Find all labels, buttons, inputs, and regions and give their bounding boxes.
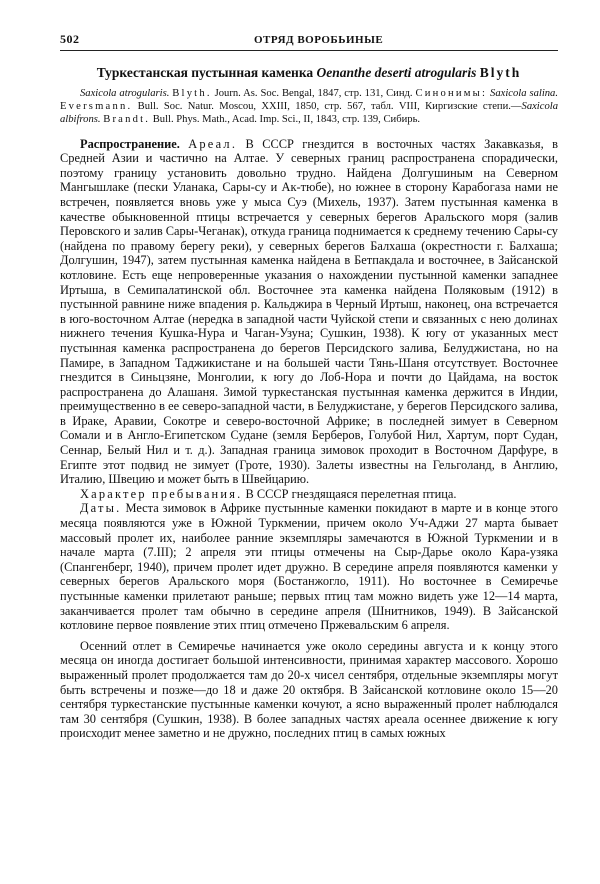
- synonym-3: Saxicola albifrons.: [60, 101, 558, 126]
- residence-text: В СССР гнездящаяся перелетная птица.: [245, 486, 457, 501]
- species-name-latin: Oenanthe deserti atrogularis: [316, 65, 477, 80]
- distribution-heading: Распространение.: [80, 136, 180, 151]
- page-header: [60, 32, 558, 51]
- residence-paragraph: [60, 487, 558, 502]
- area-label: Ареал.: [188, 136, 238, 151]
- distribution-paragraph: [60, 137, 558, 487]
- synonym-2-ref: Bull. Soc. Natur. Moscou, XXIII, 1850, стр. 567, табл. VIII, Киргизские степи.—: [137, 101, 522, 113]
- synonym-1-author: Blyth.: [172, 88, 212, 99]
- synonym-2-author: Eversmann.: [60, 101, 133, 113]
- dates-text: Места зимовок в Африке пустынные каменки покидают в марте и в конце этого месяца появляются уже в Южной Туркмении, причем около Уч-Аджи 27 марта бывает массовый пролет их, наиболее ранние экземпляры замечаются в Южной Туркмении и в начале марта (7.III); 2 апреля эти птицы отмечены на Сыр-Дарье около Кара-узяка (Спангенберг, 1940), причем пролет идет дружно. В середине апреля появляются каменки у северных берегов Аральского моря (Бостанжогло, 1911). Но восточнее в Семиречье пустынные каменки прилетают раньше; первых птиц там можно видеть уже 12—14 марта, заканчивается пролет там обычно в середине апреля (Шнитников, 1949). В Зайсанской котловине первое появление этих птиц отмечено Пржевальским 6 апреля.: [60, 501, 558, 633]
- autumn-text: Осенний отлет в Семиречье начинается уже около середины августа и к концу этого месяца он иногда достигает большой интенсивности, принимая характер массового. Хорошо выраженный пролет продолжается там до 20-х чисел сентября, отдельные экземпляры могут быть встречены и позже—до 18 и даже 20 октября. В Зайсанской котловине около 15—20 сентября туркестанские пустынные каменки кочуют, а ясно выраженный пролет наблюдался там 30 сентября (Сушкин, 1938). В более западных частях ареала осеннее движение к югу происходит менее заметно и не дружно, последних птиц в самых южных: [60, 638, 558, 741]
- distribution-text: В СССР гнездится в восточных частях Закавказья, в Средней Азии и частично на Алтае. У северных границ распространена спорадически, поэтому границу установить довольно трудно. Найдена Долгушиным на Северном Мангышлаке (пески Уланака, Сары-су и Ак-тюбе), но южнее в сторону Карабогаза нами не встречен, появляется вновь уже у мыса Суэ (Михель, 1937). Затем пустынная каменка в качестве обыкновенной птицы встречается у северных берегов Аральского моря (залив Перовского и залив Сары-Чеганак), откуда граница поднимается к среднему течению Сары-су (найдена по правому берегу реки), у северных берегов Балхаша (окрестности г. Балхаша; Долгушин, 1947), затем пустынная каменка найдена в Бетпакдала и восточнее, в Зайсанской котловине. Есть еще непроверенные указания о нахождении пустынной каменки западнее Иртыша, в Семипалатинской обл. Восточнее эта каменка найдена Поляковым (1912) в пустынной равнине ниже впадения р. Кальджира в Черный Иртыш, наконец, она встречается в юго-восточном Алтае (нередка в западной части Чуйской степи и связанных с нею долинах нижнего течения Кушка-Нура и Чаган-Узуна; Сушкин, 1938). К югу от указанных мест пустынная каменка распространена до берегов Персидского залива, Белуджистана, но на Памире, в Западном Таджикистане и на большей части Тянь-Шаня отсутствует. Восточнее гнездится в Синьцзяне, Монголии, к югу до Лоб-Нора и почти до Цайдама, на восток распространена до Алашаня. Зимой туркестанская пустынная каменка держится в Индии, преимущественно в ее северо-западной части, в Белуджистане, у берегов Персидского залива, в Ираке, Аравии, Сокотре и северо-восточной Африке; в последней зимует в Северном Сомали и в Англо-Египетском Судане (земля Берберов, Голубой Нил, Хартум, порт Судан, Сеннар, Белый Нил и т. д.). Западная граница зимовок проходит в Восточном Дарфуре, в Египте этот подвид не зимует (Гроте, 1930). Залеты известны на Гельголанд, в Англию, Италию, Швецию и может быть в Швейцарию.: [60, 136, 558, 487]
- synonym-3-author: Brandt.: [103, 114, 151, 126]
- synonym-2: Saxicola salina.: [490, 88, 558, 99]
- dates-paragraph: [60, 501, 558, 632]
- dates-label: Даты.: [80, 501, 122, 516]
- species-author: Blyth: [479, 65, 522, 80]
- running-title: ОТРЯД ВОРОБЬИНЫЕ: [254, 34, 384, 46]
- synonyms-label: Синонимы:: [415, 88, 488, 99]
- page-number: 502: [60, 32, 80, 46]
- synonym-1: Saxicola atrogularis.: [80, 88, 170, 99]
- autumn-paragraph: [60, 639, 558, 741]
- species-name-russian: Туркестанская пустынная каменка: [96, 65, 314, 80]
- synonymy-block: [60, 87, 558, 127]
- species-title: [60, 65, 558, 81]
- synonym-1-ref: Journ. As. Soc. Bengal, 1847, стр. 131, Синд.: [214, 88, 413, 99]
- residence-label: Характер пребывания.: [80, 486, 243, 501]
- synonym-3-ref: Bull. Phys. Math., Acad. Imp. Sci., II, 1843, стр. 139, Сибирь.: [152, 114, 421, 126]
